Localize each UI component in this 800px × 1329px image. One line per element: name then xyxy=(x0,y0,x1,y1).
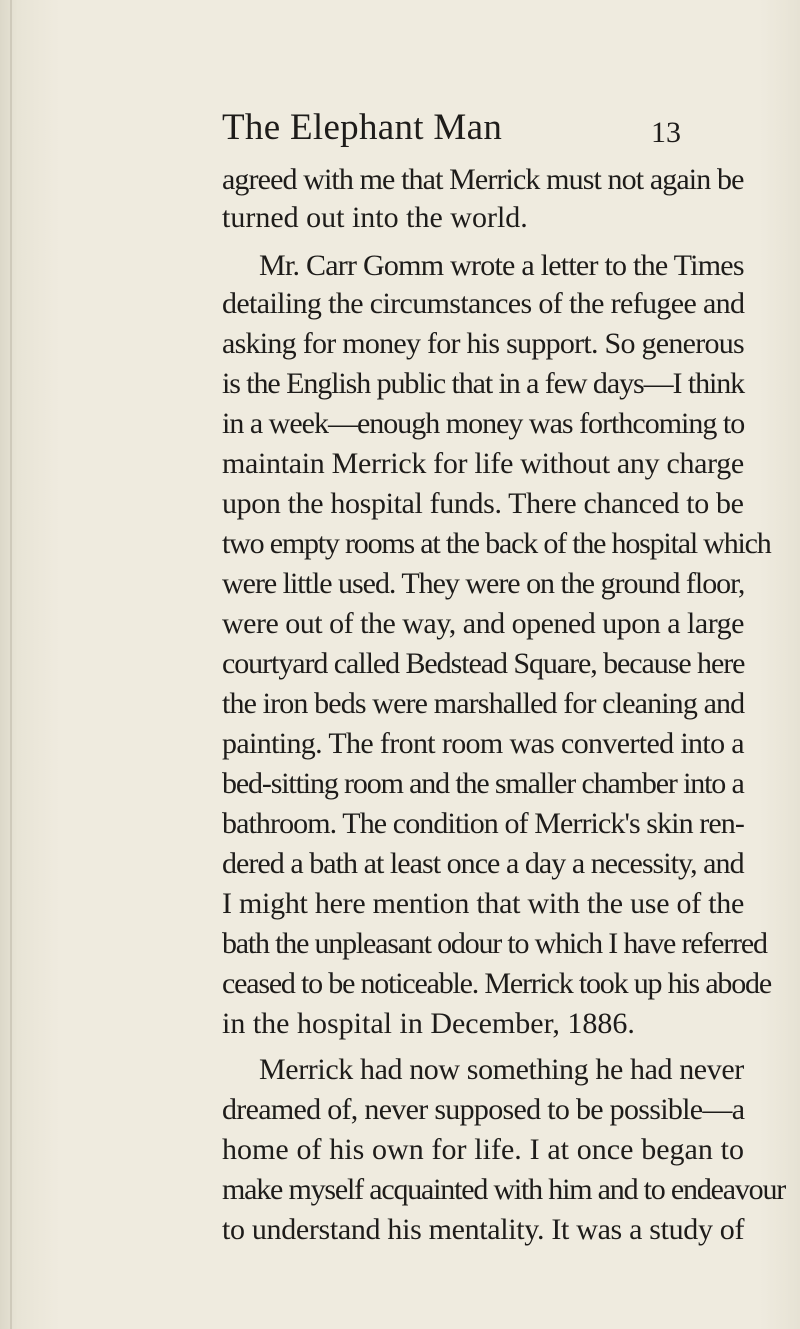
text-line: make myself acquainted with him and to endeavour xyxy=(222,1173,786,1206)
text-line: I might here mention that with the use of the xyxy=(222,887,745,920)
text-line: bath the unpleasant odour to which I have referred xyxy=(222,927,767,960)
running-header xyxy=(0,102,800,152)
text-line: the iron beds were marshalled for cleaning and xyxy=(222,687,745,720)
text-line: maintain Merrick for life without any charge xyxy=(222,447,744,480)
text-line: is the English public that in a few days—I think xyxy=(222,367,745,400)
text-line: Mr. Carr Gomm wrote a letter to the Times xyxy=(259,249,744,282)
page-number: 13 xyxy=(651,116,681,149)
text-line: in the hospital in December, 1886. xyxy=(222,1007,635,1040)
text-line: in a week—enough money was forthcoming to xyxy=(222,407,745,440)
text-line: agreed with me that Merrick must not again be xyxy=(222,163,744,196)
text-line: asking for money for his support. So generous xyxy=(222,327,744,360)
text-line: ceased to be noticeable. Merrick took up his abode xyxy=(222,967,771,1000)
text-line: courtyard called Bedstead Square, because here xyxy=(222,647,745,680)
text-line: bed-sitting room and the smaller chamber into a xyxy=(222,767,744,800)
text-line: Merrick had now something he had never xyxy=(259,1053,744,1086)
text-line: upon the hospital funds. There chanced to be xyxy=(222,487,744,520)
text-line: turned out into the world. xyxy=(222,201,528,234)
text-line: were out of the way, and opened upon a large xyxy=(222,607,744,640)
text-line: painting. The front room was converted into a xyxy=(222,727,744,760)
text-line: detailing the circumstances of the refugee and xyxy=(222,287,745,320)
body-text xyxy=(0,160,800,1329)
text-line: dreamed of, never supposed to be possible—a xyxy=(222,1093,745,1126)
text-line: were little used. They were on the ground floor, xyxy=(222,567,745,600)
text-line: to understand his mentality. It was a study of xyxy=(222,1213,745,1246)
book-title: The Elephant Man xyxy=(222,107,503,148)
text-line: bathroom. The condition of Merrick's skin ren- xyxy=(222,807,744,840)
text-line: home of his own for life. I at once began to xyxy=(222,1133,745,1166)
text-line: two empty rooms at the back of the hospital which xyxy=(222,527,771,560)
text-line: dered a bath at least once a day a necessity, and xyxy=(222,847,744,880)
